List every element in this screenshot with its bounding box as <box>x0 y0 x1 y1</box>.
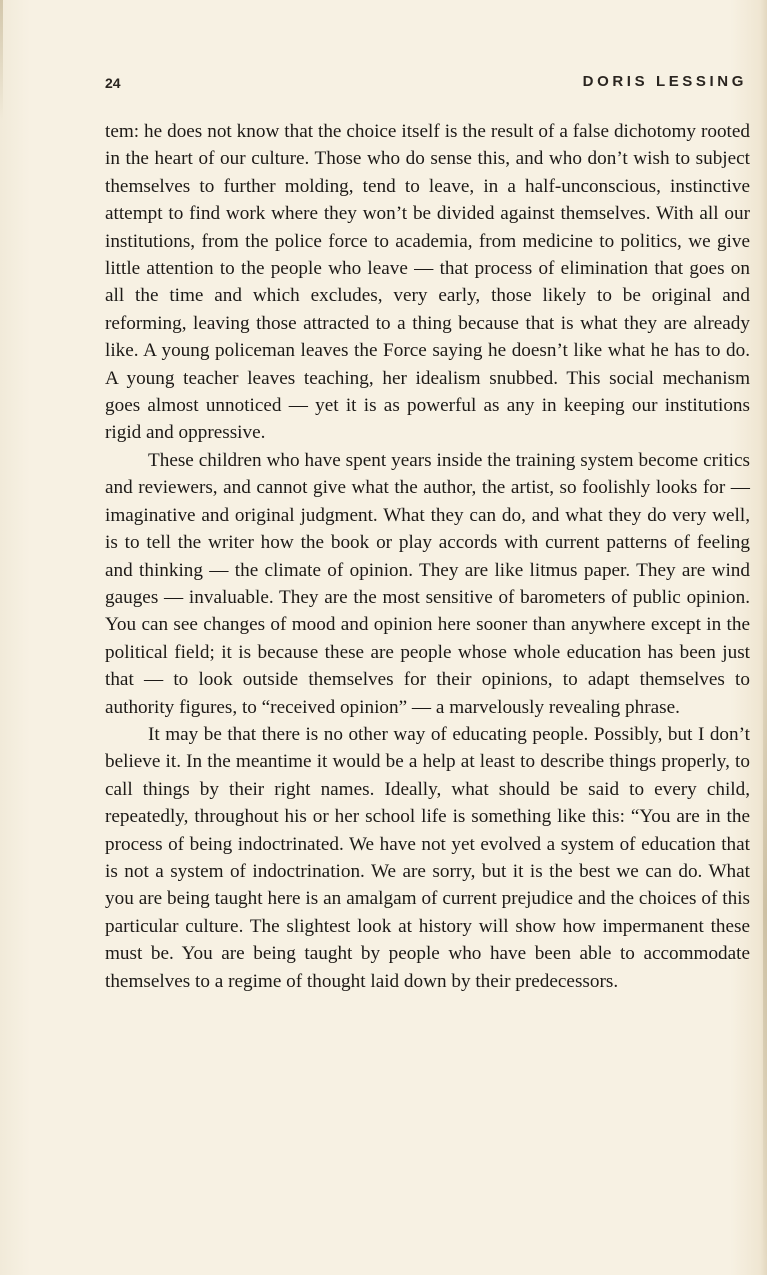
running-head: DORIS LESSING <box>582 73 747 90</box>
paragraph-2: These children who have spent years inside the training system become critics and reviewers, and cannot give what the author, the artist, so foolishly looks for — imaginative and original judgment. What they can do, and what they do very well, is to tell the writer how the book or play accords with current patterns of feeling and thinking — the climate of opinion. They are like litmus paper. They are wind gauges — invaluable. They are the most sensitive of barometers of public opinion. You can see changes of mood and opinion here sooner than anywhere except in the political field; it is because these are people whose whole education has been just that — to look outside themselves for their opinions, to adapt themselves to authority figures, to “received opinion” — a marvelously revealing phrase. <box>105 449 750 718</box>
page-number: 24 <box>105 75 121 91</box>
page-edge-shadow <box>0 0 3 120</box>
paragraph-3: It may be that there is no other way of educating people. Possibly, but I don’t believe it. In the meantime it would be a help at least to describe things properly, to call things by their right names. Ideally, what should be said to every child, repeatedly, throughout his or her school life is something like this: “You are in the process of being indoctrinated. We have not yet evolved a system of education that is not a system of indoctrination. We are sorry, but it is the best we can do. What you are being taught here is an amalgam of current prejudice and the choices of this particular culture. The slightest look at history will show how impermanent these must be. You are being taught by people who have been able to accommodate themselves to a regime of thought laid down by their predecessors. <box>105 723 750 992</box>
paragraph-1: tem: he does not know that the choice itself is the result of a false dichotomy rooted in the heart of our culture. Those who do sense this, and who don’t wish to subject themselves to further molding, tend to leave, in a half-unconscious, instinctive attempt to find work where they won’t be divided against themselves. With all our institutions, from the police force to academia, from medicine to politics, we give little attention to the people who leave — that process of elimination that goes on all the time and which excludes, very early, those likely to be original and reforming, leaving those attracted to a thing because that is what they are already like. A young policeman leaves the Force saying he doesn’t like what he has to do. A young teacher leaves teaching, her idealism snubbed. This social mechanism goes almost unnoticed — yet it is as powerful as any in keeping our institutions rigid and oppressive. <box>105 121 750 444</box>
page-header <box>105 70 747 100</box>
body-text <box>105 118 750 995</box>
page-edge-shadow-right <box>763 560 767 1260</box>
